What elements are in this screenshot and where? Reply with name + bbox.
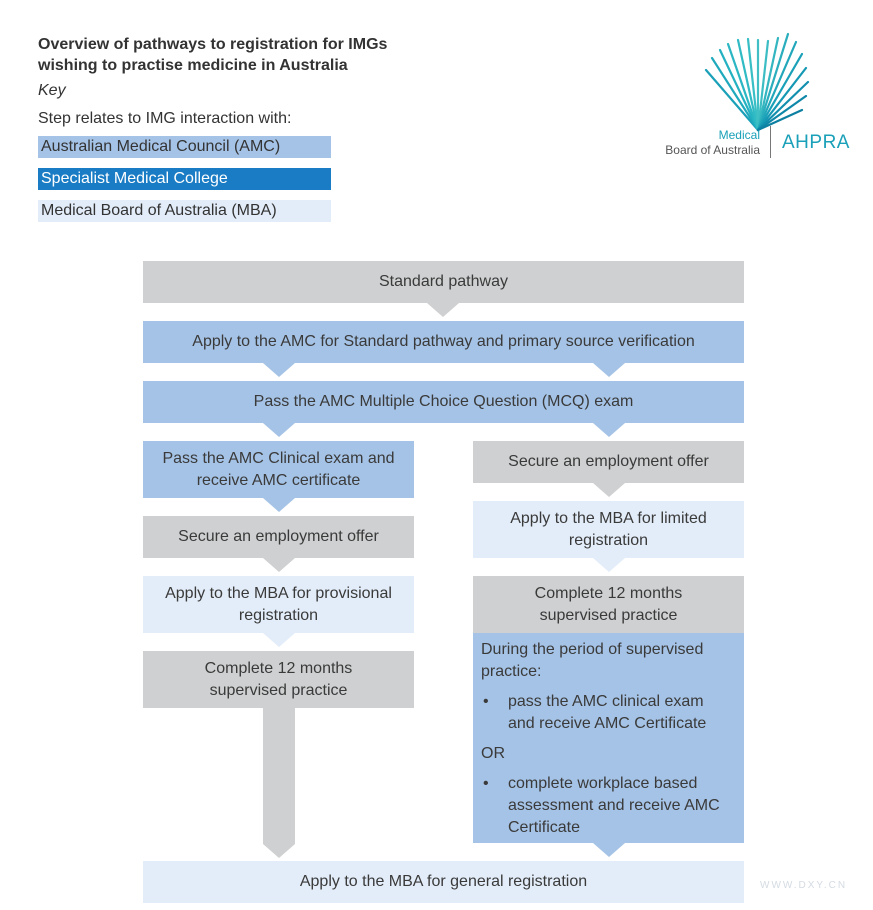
key-amc: Australian Medical Council (AMC): [38, 136, 331, 158]
key-specialist-college: Specialist Medical College: [38, 168, 331, 190]
step-apply-amc: Apply to the AMC for Standard pathway and primary source verification: [143, 321, 744, 363]
title-line-1: Overview of pathways to registration for IMGs: [38, 36, 388, 53]
key-title: Key: [38, 82, 66, 99]
step-right-supervised: Complete 12 months supervised practice: [473, 576, 744, 633]
step-general-registration: Apply to the MBA for general registration: [143, 861, 744, 903]
arrow-mcq-right: [593, 423, 625, 437]
step-left-provisional: Apply to the MBA for provisional registration: [143, 576, 414, 633]
period-or: OR: [481, 745, 505, 762]
step-left-employment: Secure an employment offer: [143, 516, 414, 558]
page-title: [38, 34, 458, 76]
step-right-employment: Secure an employment offer: [473, 441, 744, 483]
step-standard-pathway: Standard pathway: [143, 261, 744, 303]
arrow-apply-amc-left: [263, 363, 295, 377]
logo-text-mba: [640, 128, 760, 158]
arrow-apply-amc-right: [593, 363, 625, 377]
period-intro: During the period of supervised practice:: [481, 641, 704, 680]
logo-board: Board of Australia: [665, 143, 760, 157]
arrow-left-employment: [263, 558, 295, 572]
arrow-right-to-general: [593, 843, 625, 857]
arrow-mcq-left: [263, 423, 295, 437]
key-mba: Medical Board of Australia (MBA): [38, 200, 331, 222]
step-pass-mcq: Pass the AMC Multiple Choice Question (MCQ) exam: [143, 381, 744, 423]
step-left-supervised: Complete 12 months supervised practice: [143, 651, 414, 708]
key-subtitle: Step relates to IMG interaction with:: [38, 110, 292, 127]
logo-ahpra: AHPRA: [782, 132, 850, 153]
step-right-limited: Apply to the MBA for limited registration: [473, 501, 744, 558]
arrow-right-limited: [593, 558, 625, 572]
period-bullet-2: • complete workplace based assessment and receive AMC Certificate: [481, 773, 734, 839]
step-right-period: [473, 633, 744, 843]
arrow-left-provisional: [263, 633, 295, 647]
period-bullet-1: • pass the AMC clinical exam and receive AMC Certificate: [481, 691, 734, 735]
left-long-connector: [263, 708, 295, 844]
title-line-2: wishing to practise medicine in Australia: [38, 57, 348, 74]
arrow-left-to-general: [263, 844, 295, 858]
logo: [640, 30, 860, 170]
step-left-clinical: Pass the AMC Clinical exam and receive AMC certificate: [143, 441, 414, 498]
logo-medical: Medical: [718, 128, 760, 142]
australia-fan-icon: [698, 32, 818, 132]
arrow-left-clinical: [263, 498, 295, 512]
arrow-standard-down: [427, 303, 459, 317]
logo-divider: [770, 126, 771, 158]
watermark-url: WWW.DXY.CN: [760, 880, 848, 891]
arrow-right-employment: [593, 483, 625, 497]
